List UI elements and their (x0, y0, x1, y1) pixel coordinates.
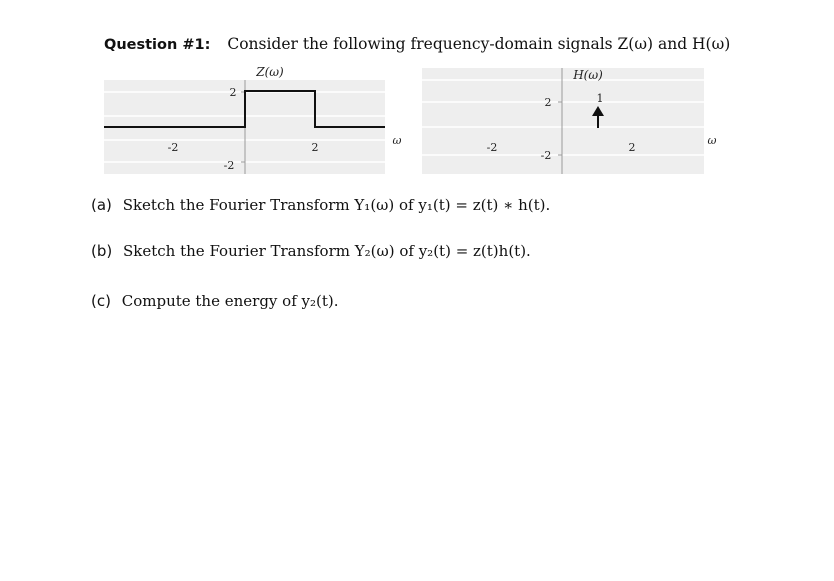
h-plot-background (422, 68, 704, 174)
z-xtick-2: 2 (311, 141, 319, 154)
h-impulse-label: 1 (596, 92, 604, 105)
z-plot (100, 62, 405, 177)
h-xtick-2: 2 (628, 141, 636, 154)
question-heading (104, 35, 730, 53)
h-plot-title: H(ω) (573, 68, 603, 82)
part-b-text: Sketch the Fourier Transform Y₂(ω) of y₂(t) = z(t)h(t). (123, 242, 531, 260)
question-text: Consider the following frequency-domain signals Z(ω) and H(ω) (227, 35, 731, 53)
h-plot (420, 62, 725, 177)
question-label: Question #1: (104, 37, 211, 53)
part-a-label: (a) (91, 196, 112, 214)
part-c-label: (c) (91, 292, 111, 310)
part-b-label: (b) (91, 242, 113, 260)
h-xtick-neg2: -2 (486, 141, 498, 154)
z-ytick-neg2: -2 (223, 159, 235, 172)
part-b (91, 242, 531, 260)
h-ytick-2: 2 (544, 96, 552, 109)
z-xtick-neg2: -2 (167, 141, 179, 154)
z-x-axis-label: ω (392, 134, 402, 147)
part-c (91, 292, 339, 310)
h-ytick-neg2: -2 (540, 149, 552, 162)
z-ytick-2: 2 (229, 86, 237, 99)
z-plot-title: Z(ω) (256, 65, 284, 79)
part-a (91, 196, 550, 214)
part-a-text: Sketch the Fourier Transform Y₁(ω) of y₁(t) = z(t) ∗ h(t). (122, 196, 551, 214)
part-c-text: Compute the energy of y₂(t). (121, 292, 339, 310)
h-x-axis-label: ω (707, 134, 717, 147)
